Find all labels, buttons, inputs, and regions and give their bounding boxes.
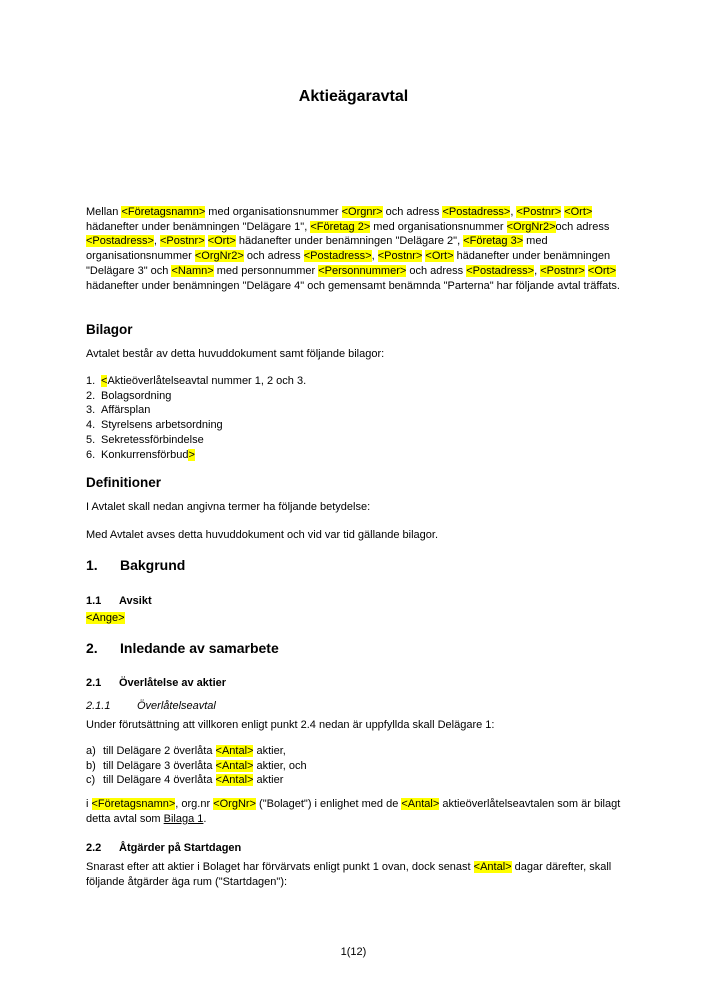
- heading-bilagor: Bilagor: [86, 322, 133, 337]
- text-segment: Affärsplan: [101, 404, 151, 417]
- list-item-text: [101, 389, 621, 404]
- transfer-item-a: [86, 744, 621, 759]
- placeholder-field[interactable]: <Antal>: [473, 861, 512, 873]
- bilagor-lead: Avtalet består av detta huvuddokument samt följande bilagor:: [86, 348, 385, 360]
- heading-text: Överlåtelseavtal: [137, 700, 216, 712]
- text-segment: Styrelsens arbetsordning: [101, 419, 223, 432]
- text-segment: ,: [371, 250, 378, 263]
- text-segment: ,: [510, 206, 517, 218]
- placeholder-field[interactable]: <OrgNr2>: [506, 220, 556, 233]
- placeholder-field[interactable]: <Företag 2>: [310, 220, 371, 233]
- text-segment: .: [203, 812, 207, 825]
- placeholder-field[interactable]: <Postnr>: [516, 206, 562, 218]
- text-segment: aktier: [253, 774, 284, 787]
- list-item-text: [101, 433, 621, 448]
- startdag-paragraph: [86, 860, 621, 889]
- text-segment: och adress: [555, 220, 610, 233]
- text-segment: Bolagsordning: [101, 389, 172, 402]
- text-segment: Mellan: [86, 206, 122, 218]
- placeholder-field[interactable]: <Ort>: [425, 250, 454, 263]
- heading-1-bakgrund: [86, 556, 621, 574]
- heading-number: 1.1: [86, 595, 102, 607]
- transfer-list: [86, 744, 621, 788]
- bilagor-item-1: [86, 374, 621, 389]
- text-segment: hädanefter under benämningen "Delägare 2",: [235, 235, 464, 248]
- text-segment: till Delägare 3 överlåta: [103, 759, 216, 772]
- list-item-number: 4.: [86, 419, 96, 432]
- bilagor-item-2: [86, 389, 621, 404]
- list-item-number: 6.: [86, 448, 96, 461]
- bolaget-paragraph: [86, 797, 621, 826]
- list-item-letter: c): [86, 774, 96, 787]
- placeholder-field[interactable]: <OrgNr2>: [194, 250, 244, 263]
- heading-number: 2.1.1: [86, 700, 111, 712]
- placeholder-field[interactable]: <Postnr>: [160, 235, 205, 248]
- text-segment: till Delägare 2 överlåta: [103, 745, 216, 757]
- placeholder-field[interactable]: <Postnr>: [377, 250, 423, 263]
- placeholder-field[interactable]: <OrgNr>: [213, 798, 256, 810]
- text-segment: Sekretessförbindelse: [101, 433, 204, 446]
- placeholder-field[interactable]: <Antal>: [215, 774, 254, 787]
- text-segment: ("Bolaget") i enlighet med de: [255, 798, 402, 810]
- text-segment: , org.nr: [175, 798, 214, 810]
- bilagor-item-4: [86, 418, 621, 433]
- placeholder-field[interactable]: <Ort>: [564, 206, 593, 218]
- heading-number: 2.: [86, 640, 98, 656]
- placeholder-field[interactable]: <Orgnr>: [341, 206, 383, 218]
- text-segment: hädanefter under benämningen "Delägare 1",: [86, 220, 311, 233]
- text-segment: med organisationsnummer: [86, 235, 548, 263]
- list-item-letter: b): [86, 759, 96, 772]
- text-segment: och adress: [243, 250, 304, 263]
- placeholder-field[interactable]: <Antal>: [401, 798, 440, 810]
- text-segment: och adress: [382, 206, 443, 218]
- text-segment: ,: [534, 264, 541, 277]
- text-segment: ,: [153, 235, 160, 248]
- placeholder-field[interactable]: <Postadress>: [442, 206, 511, 218]
- list-item-text: [103, 759, 621, 774]
- text-segment: till Delägare 4 överlåta: [103, 774, 216, 787]
- placeholder-field[interactable]: <Postnr>: [540, 264, 585, 277]
- text-segment: Snarast efter att aktier i Bolaget har förvärvats enligt punkt 1 ovan, dock senast: [86, 861, 474, 873]
- heading-2-1-overlatelse: [86, 676, 621, 691]
- placeholder-field[interactable]: <Namn>: [171, 264, 214, 277]
- list-item-text: [101, 418, 621, 433]
- heading-text: Bakgrund: [120, 557, 186, 573]
- text-segment: aktieöverlåtelseavtalen som är bilagt detta avtal som: [86, 798, 621, 825]
- heading-2-2-atgarder: [86, 841, 621, 856]
- page-number: 1(12): [340, 946, 367, 958]
- list-item-number: 3.: [86, 404, 96, 417]
- text-segment: hädanefter under benämningen "Delägare 3" och: [86, 250, 611, 277]
- list-item-text: [101, 403, 621, 418]
- placeholder-field[interactable]: <Postadress>: [86, 235, 154, 248]
- list-item-number: 1.: [86, 375, 96, 387]
- definitioner-paragraph-2: Med Avtalet avses detta huvuddokument och vid var tid gällande bilagor.: [86, 529, 439, 541]
- bilagor-item-6: [86, 448, 621, 463]
- text-segment: dagar därefter, skall följande åtgärder äga rum ("Startdagen"):: [86, 861, 612, 888]
- placeholder-field[interactable]: <Företagsnamn>: [121, 206, 206, 218]
- intro-paragraph: [86, 205, 621, 293]
- heading-number: 2.1: [86, 677, 102, 689]
- text-segment: med organisationsnummer: [370, 220, 507, 233]
- text-segment: aktier,: [253, 745, 286, 757]
- list-item-text: [101, 374, 621, 389]
- list-item-letter: a): [86, 745, 96, 757]
- placeholder-field[interactable]: <Företagsnamn>: [91, 798, 176, 810]
- section-2-lead: Under förutsättning att villkoren enligt punkt 2.4 nedan är uppfyllda skall Delägare 1:: [86, 719, 495, 731]
- bilagor-item-3: [86, 403, 621, 418]
- text-segment: aktier, och: [253, 759, 307, 772]
- heading-2-inledande: [86, 639, 621, 657]
- text-segment: i: [86, 798, 92, 810]
- text-segment: hädanefter under benämningen "Delägare 4" och gemensamt benämnda "Parterna" har följande avtal träffats.: [86, 279, 620, 292]
- cross-reference: Bilaga 1: [163, 812, 204, 825]
- list-item-number: 2.: [86, 389, 96, 402]
- text-segment: Aktieöverlåtelseavtal nummer 1, 2 och 3.: [107, 375, 307, 387]
- list-item-text: [101, 448, 621, 463]
- list-item-number: 5.: [86, 433, 96, 446]
- placeholder-field[interactable]: <Postadress>: [466, 264, 535, 277]
- placeholder-field[interactable]: <Företag 3>: [463, 235, 524, 248]
- heading-number: 1.: [86, 557, 98, 573]
- transfer-item-c: [86, 773, 621, 788]
- placeholder-field[interactable]: <Personnummer>: [318, 264, 407, 277]
- heading-2-1-1-overlatelseavtal: [86, 699, 621, 714]
- placeholder-field[interactable]: <Ort>: [207, 235, 236, 248]
- heading-text: Åtgärder på Startdagen: [119, 842, 242, 854]
- placeholder-field[interactable]: <Postadress>: [303, 250, 372, 263]
- text-segment: med organisationsnummer: [205, 206, 342, 218]
- placeholder-field[interactable]: >: [188, 448, 195, 461]
- heading-text: Överlåtelse av aktier: [119, 677, 227, 689]
- transfer-item-b: [86, 759, 621, 774]
- heading-number: 2.2: [86, 842, 102, 854]
- list-item-text: [103, 773, 621, 788]
- ange-placeholder-paragraph: [86, 611, 621, 626]
- heading-1-1-avsikt: [86, 594, 621, 609]
- placeholder-field[interactable]: <Ort>: [587, 264, 617, 277]
- list-item-text: [103, 744, 621, 759]
- bilagor-item-5: [86, 433, 621, 448]
- definitioner-paragraph-1: I Avtalet skall nedan angivna termer ha följande betydelse:: [86, 501, 371, 513]
- placeholder-field[interactable]: <Ange>: [86, 612, 125, 624]
- heading-definitioner: Definitioner: [86, 475, 162, 490]
- document-title: Aktieägaravtal: [298, 88, 409, 105]
- text-segment: och adress: [406, 264, 467, 277]
- bilagor-list: [86, 374, 621, 462]
- text-segment: Konkurrensförbud: [101, 448, 189, 461]
- placeholder-field[interactable]: <Antal>: [215, 745, 254, 757]
- placeholder-field[interactable]: <: [101, 375, 108, 387]
- placeholder-field[interactable]: <Antal>: [215, 759, 254, 772]
- heading-text: Inledande av samarbete: [120, 640, 279, 656]
- text-segment: med personnummer: [213, 264, 319, 277]
- heading-text: Avsikt: [119, 595, 152, 607]
